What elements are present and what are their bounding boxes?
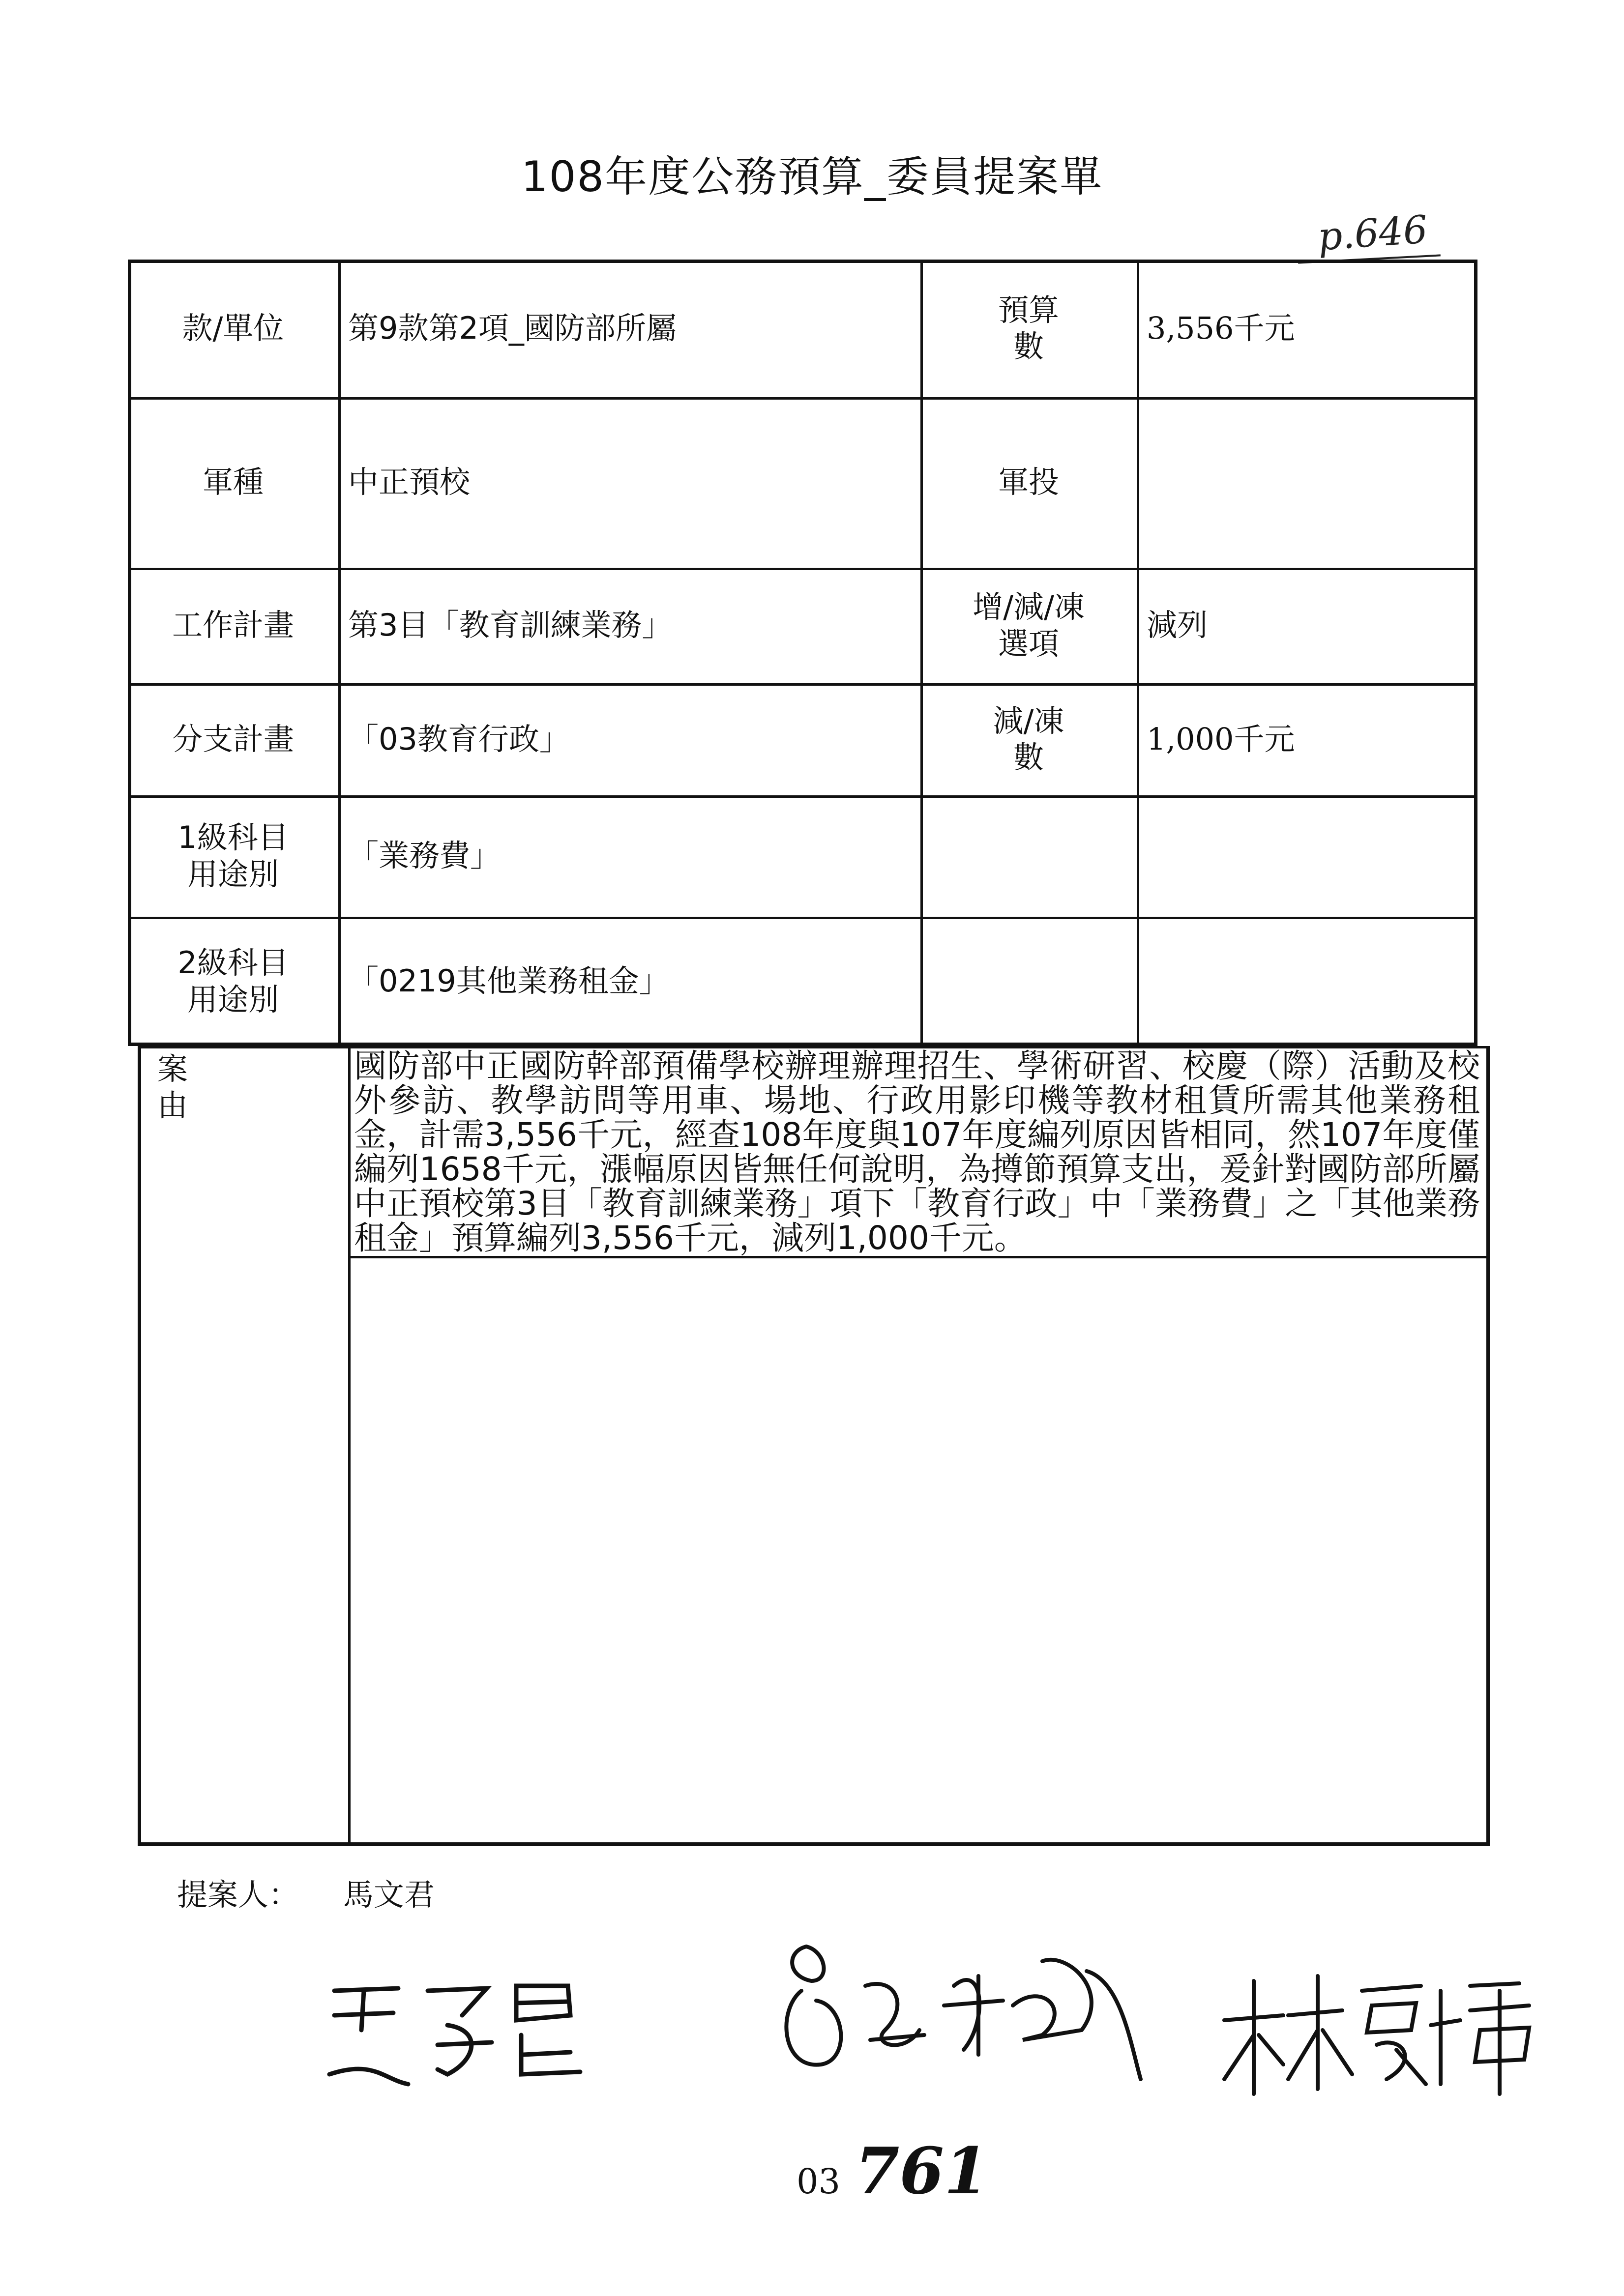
investment-value — [1137, 397, 1477, 568]
option-label: 增/減/凍 選項 — [973, 589, 1085, 662]
cut-value: 1,000千元 — [1147, 721, 1295, 757]
plan-value: 第3目「教育訓練業務」 — [348, 607, 673, 643]
plan-label: 工作計畫 — [172, 607, 294, 643]
signature-1 — [315, 1961, 610, 2109]
branch-label: 軍種 — [202, 464, 264, 500]
budget-label: 預算 數 — [998, 291, 1059, 364]
level1-label: 1級科目 用途別 — [177, 819, 289, 892]
level1-value: 「業務費」 — [348, 838, 501, 874]
option-value: 減列 — [1147, 607, 1208, 643]
level2-value: 「0219其他業務租金」 — [348, 963, 670, 999]
reason-text: 國防部中正國防幹部預備學校辦理辦理招生、學術研習、校慶（際）活動及校外參訪、教學訪問等用車、場地、行政用影印機等教材租賃所需其他業務租金，計需3,556千元，經查108年度與107年度編列原因皆相同，然107年度僅編列1658千元，漲幅原因皆無任何說明，為撙節預算支出，爰針對國防部所屬中正預校第3目「教育訓練業務」項下「教育行政」中「業務費」之「其他業務租金」預算編列3,556千元，減列1,000千元。 — [354, 1047, 1480, 1257]
budget-value: 3,556千元 — [1147, 310, 1295, 346]
branch-value: 中正預校 — [348, 464, 471, 500]
signature-2 — [767, 1932, 1170, 2109]
stamp-prefix: 03 — [797, 2161, 841, 2202]
document-stamp — [797, 2133, 988, 2209]
subplan-label: 分支計畫 — [172, 721, 294, 757]
page-note: p.646 — [1316, 207, 1429, 260]
investment-label: 軍投 — [998, 464, 1059, 500]
proposer-label: 提案人： — [177, 1877, 299, 1913]
cut-label: 減/凍 數 — [993, 702, 1064, 775]
level2-label: 2級科目 用途別 — [177, 945, 289, 1017]
subplan-value: 「03教育行政」 — [348, 721, 570, 757]
stamp-number: 761 — [855, 2133, 989, 2209]
proposer-name: 馬文君 — [343, 1877, 435, 1913]
unit-value: 第9款第2項_國防部所屬 — [348, 310, 677, 346]
unit-label: 款/單位 — [182, 310, 284, 346]
reason-label: 案 由 — [157, 1051, 242, 1124]
proposer-line — [177, 1870, 479, 1914]
form-title: 108年度公務預算_委員提案單 — [521, 152, 1103, 202]
signature-3 — [1214, 1961, 1559, 2109]
